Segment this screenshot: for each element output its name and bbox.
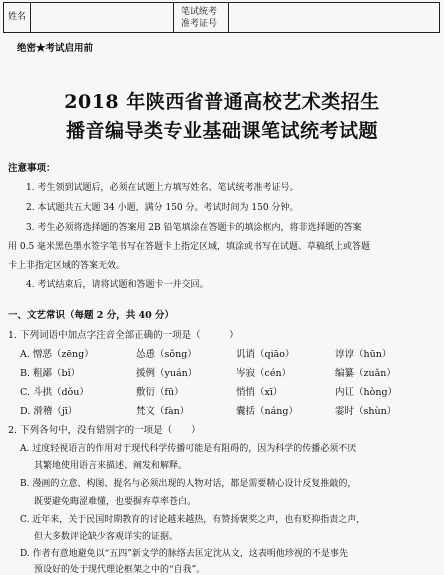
q1-option-a-word4: 谆谆（hūn） (335, 349, 392, 360)
q1-option-b-word4: 编纂（zuǎn） (335, 368, 396, 379)
name-label: 姓名 (8, 12, 27, 22)
notes-heading: 注意事项： (8, 163, 56, 174)
q2-option-b-line1: B. 漫画的立意、构图、提名与必须出现的人物对话，都是需要精心设计反复推敲的， (20, 479, 357, 489)
q1-option-d-word3: 囊括（náng） (236, 406, 298, 417)
q1-option-a: A. 憎恶（zēng） (20, 349, 94, 360)
q1-option-a-word3: 讥诮（qiāo） (236, 349, 295, 360)
q1-option-b-word3: 岑寂（cén） (236, 368, 292, 379)
name-label-cell (4, 3, 31, 32)
exam-number-label-line2: 准考证号 (181, 19, 218, 29)
q2-option-a-line2: 其繁地使用语言来描述、阐发和解释。 (34, 461, 188, 471)
q1-option-b-word2: 援例（yuán） (136, 368, 198, 379)
q1-option-c: C. 斗拱（dǒu） (20, 387, 89, 398)
q2-option-a-line1: A. 过度轻视语言的作用对于现代科学传播可能是有阻碍的，因为科学的传播必须不厌 (20, 444, 357, 454)
title-line-2: 播音编导类专业基础课笔试统考试题 (65, 120, 378, 142)
confidential-label: 绝密★考试启用前 (17, 43, 94, 54)
exam-number-label-cell (173, 3, 229, 32)
q1-option-c-word3: 悄悄（xī） (236, 387, 283, 398)
q2-option-d-line2: 预设好的处于现代理论框架之中的“自我”。 (34, 565, 206, 575)
exam-number-label-line1: 笔试统考 (181, 7, 218, 17)
title-line-1: 2018 年陕西省普通高校艺术类招生 (64, 91, 380, 113)
q2-option-c-line2: 但大多数评论缺少客观详实的证据。 (34, 532, 179, 542)
q1-option-a-word2: 怂恿（sǒng） (136, 349, 197, 360)
q1-option-b: B. 粗鄙（bǐ） (20, 368, 81, 379)
section-1-heading: 一、文艺常识（每题 2 分，共 40 分） (8, 310, 175, 321)
q1-option-c-word2: 敷衍（fū） (136, 387, 184, 398)
q2-option-b-line2: 既要避免晦涩难懂，也要摒弃草率苍白。 (34, 497, 197, 507)
name-field[interactable] (30, 3, 174, 32)
note-3: 3. 考生必须将选择题的答案用 2B 铅笔填涂在答题卡的填涂框内，将非选择题的答案 (26, 223, 362, 233)
note-3-cont-1: 用 0.5 毫米黑色墨水签字笔书写在答题卡上指定区域，填涂或书写在试题、草稿纸上或答题 (8, 242, 371, 252)
question-1-stem: 1. 下列词语中加点字注音全部正确的一项是（ ） (8, 330, 239, 341)
q1-option-c-word4: 内讧（hòng） (335, 387, 398, 398)
q2-option-d-line1: D. 作者有意地避免以“五四”新文学的脉络去匡定沈从文，这表明他珍视的不是事先 (20, 549, 348, 559)
candidate-info-box (3, 2, 440, 33)
q1-option-d-word2: 梵文（fàn） (136, 406, 190, 417)
note-2: 2. 本试题共五大题 34 小题，满分 150 分。考试时间为 150 分钟。 (26, 203, 299, 213)
q1-option-d-word4: 霎时（shùn） (335, 406, 397, 417)
question-2-stem: 2. 下列各句中，没有错别字的一项是（ ） (8, 425, 201, 436)
exam-number-field[interactable] (228, 3, 439, 32)
q1-option-d: D. 滑稽（jī） (20, 406, 78, 417)
note-1: 1. 考生领到试题后，必须在试题上方填写姓名、笔试统考准考证号。 (26, 183, 299, 193)
q2-option-c-line1: C. 近年来，关于民国时期教育的讨论越来越热，有赞扬褒奖之声，也有贬抑指责之声， (20, 515, 366, 525)
note-4: 4. 考试结束后，请将试题和答题卡一并交回。 (26, 280, 209, 290)
note-3-cont-2: 卡上非指定区域的答案无效。 (8, 261, 126, 271)
